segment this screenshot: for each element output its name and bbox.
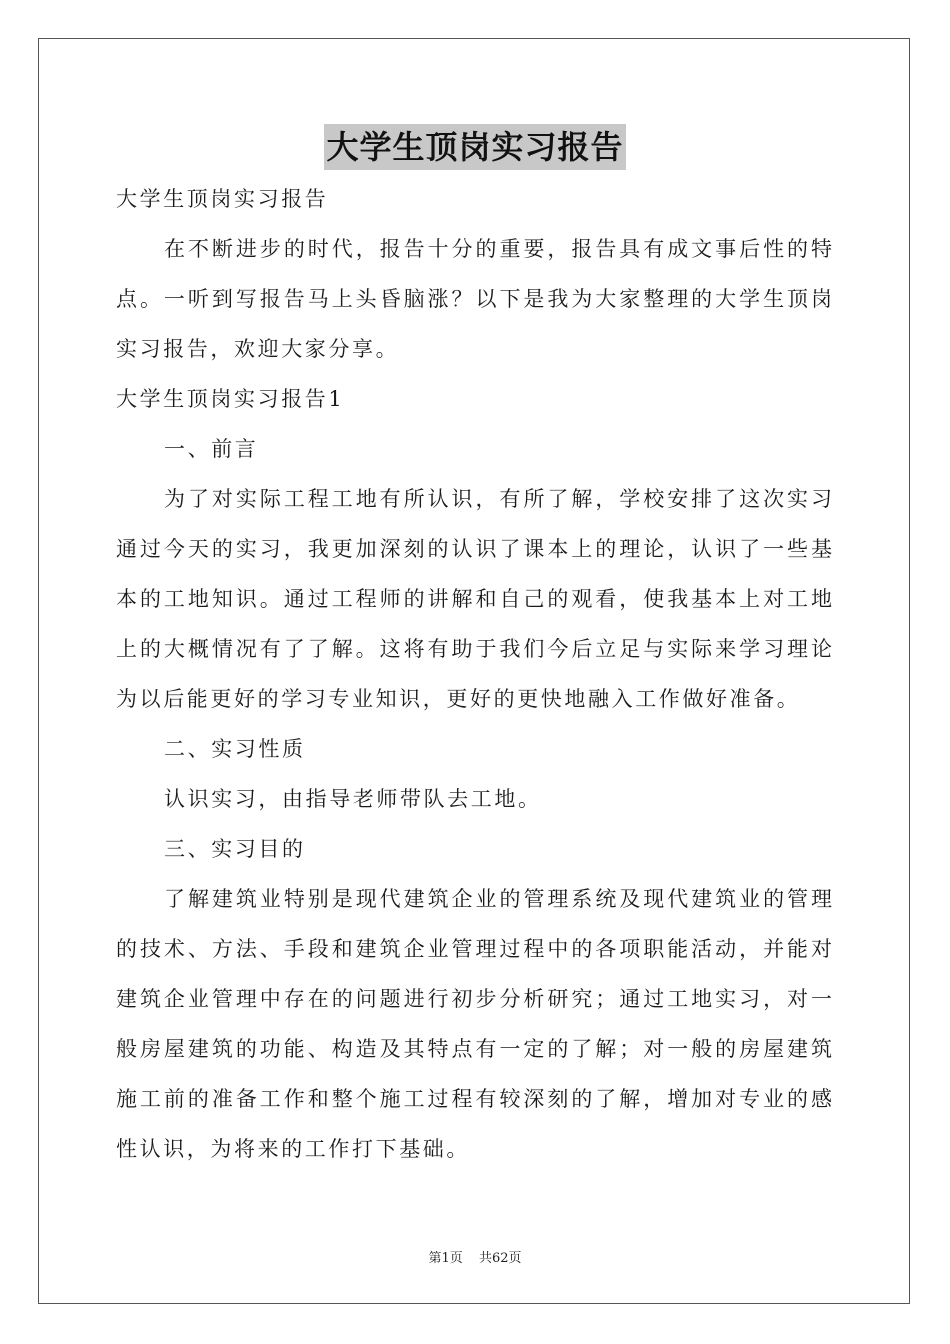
text-line: 认识实习，由指导老师带队去工地。: [164, 787, 542, 811]
text-line: 建筑企业管理中存在的问题进行初步分析研究；通过工地实习，对一: [116, 987, 832, 1011]
subsection-heading: 二、实习性质: [164, 737, 306, 761]
subsection-heading: 一、前言: [164, 437, 259, 461]
text-line: 大学生顶岗实习报告: [116, 187, 329, 211]
text-line: 在不断进步的时代，报告十分的重要，报告具有成文事后性的特: [164, 237, 832, 261]
text-line: 本的工地知识。通过工程师的讲解和自己的观看，使我基本上对工地: [116, 587, 832, 611]
text-line: 为了对实际工程工地有所认识，有所了解，学校安排了这次实习: [164, 487, 832, 511]
text-line: 了解建筑业特别是现代建筑企业的管理系统及现代建筑业的管理: [164, 887, 832, 911]
text-line: 的技术、方法、手段和建筑企业管理过程中的各项职能活动，并能对: [116, 937, 832, 961]
page-number: 第1页: [428, 1251, 463, 1266]
subsection-heading: 三、实习目的: [164, 837, 306, 861]
text-line: 点。一听到写报告马上头昏脑涨？以下是我为大家整理的大学生顶岗: [116, 287, 832, 311]
text-line: 施工前的准备工作和整个施工过程有较深刻的了解，增加对专业的感: [116, 1087, 832, 1111]
text-line: 性认识，为将来的工作打下基础。: [116, 1137, 470, 1161]
page-total: 共62页: [478, 1251, 522, 1266]
text-line: 为以后能更好的学习专业知识，更好的更快地融入工作做好准备。: [116, 687, 801, 711]
section-heading: 大学生顶岗实习报告1: [116, 387, 345, 411]
document-body: [116, 174, 832, 1174]
text-line: 般房屋建筑的功能、构造及其特点有一定的了解；对一般的房屋建筑: [116, 1037, 832, 1061]
text-line: 通过今天的实习，我更加深刻的认识了课本上的理论，认识了一些基: [116, 537, 832, 561]
page-footer: [0, 1247, 950, 1266]
text-line: 实习报告，欢迎大家分享。: [116, 337, 400, 361]
document-title: 大学生顶岗实习报告: [324, 124, 625, 170]
text-line: 上的大概情况有了了解。这将有助于我们今后立足与实际来学习理论: [116, 637, 832, 661]
title-wrap: [0, 124, 950, 170]
